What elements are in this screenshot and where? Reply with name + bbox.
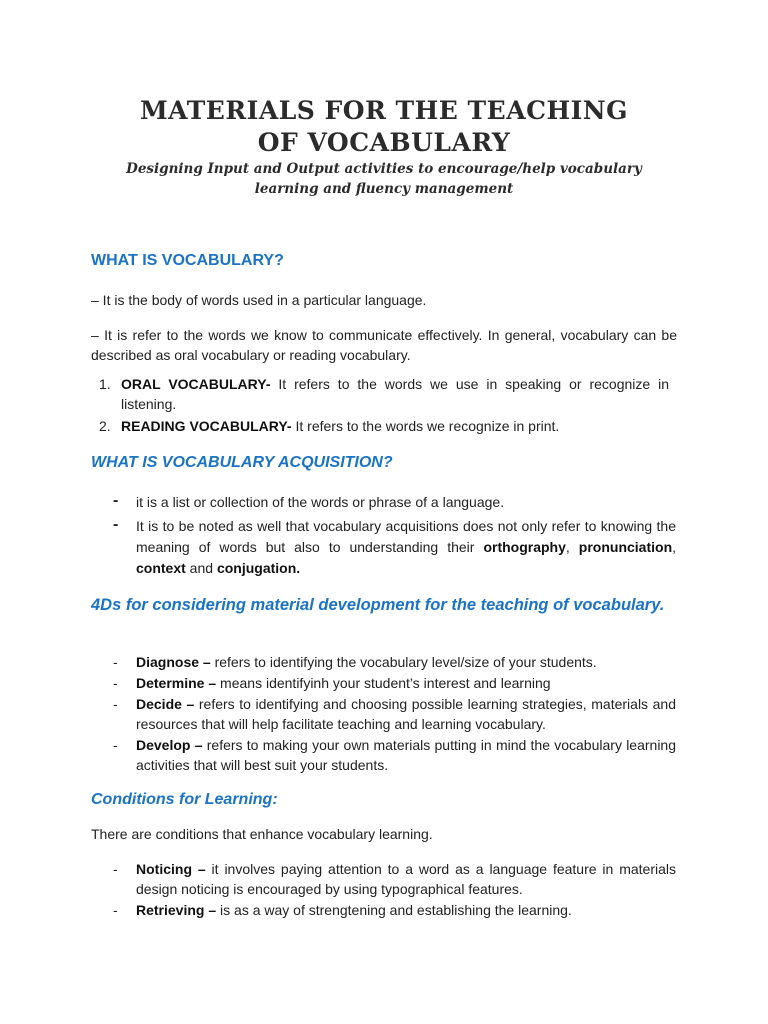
list-item	[136, 516, 676, 579]
bullet-mark: -	[113, 516, 119, 533]
paragraph: There are conditions that enhance vocabulary learning.	[91, 826, 433, 842]
dash-mark: -	[113, 654, 118, 670]
bold-term: context	[136, 560, 186, 576]
list-term: Develop –	[136, 737, 203, 753]
bold-term: orthography	[483, 539, 566, 555]
list-term: Retrieving –	[136, 902, 217, 918]
document-title-line1: MATERIALS FOR THE TEACHING	[139, 96, 629, 125]
document-subtitle-line2: learning and fluency management	[254, 181, 514, 197]
list-item	[136, 900, 676, 920]
list-text: is as a way of strengtening and establishing the learning.	[216, 902, 572, 918]
document-subtitle-line1: Designing Input and Output activities to encourage/help vocabulary	[126, 161, 642, 177]
section-heading-4ds: 4Ds for considering material development for the teaching of vocabulary.	[91, 596, 665, 614]
list-item	[136, 859, 676, 899]
list-text: refers to identifying the vocabulary level/size of your students.	[210, 654, 597, 670]
list-text: it involves paying attention to a word as a language feature in materials design noticing is encouraged by using typographical features.	[136, 861, 676, 897]
list-text: means identifyinh your student’s interest and learning	[216, 675, 551, 691]
list-text: It refers to the words we recognize in print.	[291, 418, 560, 434]
list-item	[136, 673, 676, 693]
dash-mark: -	[113, 902, 118, 918]
list-item	[136, 652, 676, 672]
list-text: refers to identifying and choosing possible learning strategies, materials and resources that will help facilitate teaching and learning vocabulary.	[136, 696, 677, 732]
dash-mark: -	[113, 675, 118, 691]
list-term: Determine –	[136, 675, 217, 691]
dash-mark: -	[113, 861, 118, 877]
bullet-mark: -	[113, 492, 119, 509]
bold-term: pronunciation	[578, 539, 673, 555]
section-heading-what-is-vocabulary: WHAT IS VOCABULARY?	[91, 252, 284, 269]
list-item	[136, 735, 676, 775]
paragraph: – It is the body of words used in a particular language.	[91, 292, 427, 308]
list-text: It is to be noted as well that vocabulary acquisitions does not only refer to knowing the meaning of words but also to understanding their	[136, 518, 676, 555]
section-heading-vocabulary-acquisition: WHAT IS VOCABULARY ACQUISITION?	[91, 454, 393, 471]
bold-term: conjugation.	[216, 560, 301, 576]
section-heading-conditions: Conditions for Learning:	[91, 791, 278, 808]
list-text: It refers to the words we use in speaking or recognize in listening.	[121, 376, 669, 412]
list-text: ,	[565, 539, 579, 555]
list-term: READING VOCABULARY-	[121, 418, 292, 434]
list-term: ORAL VOCABULARY-	[121, 376, 271, 392]
list-item	[121, 374, 669, 414]
list-term: Decide –	[136, 696, 195, 712]
document-title-line2: OF VOCABULARY	[257, 128, 511, 157]
dash-mark: -	[113, 696, 118, 712]
list-number: 2.	[99, 418, 111, 434]
list-text: refers to making your own materials putting in mind the vocabulary learning activities that will best suit your students.	[136, 737, 677, 773]
list-item	[136, 694, 676, 734]
dash-mark: -	[113, 737, 118, 753]
list-text: and	[185, 560, 217, 576]
list-item: it is a list or collection of the words or phrase of a language.	[136, 494, 505, 510]
list-term: Diagnose –	[136, 654, 211, 670]
list-text: ,	[672, 539, 677, 555]
list-number: 1.	[99, 376, 111, 392]
paragraph: – It is refer to the words we know to communicate effectively. In general, vocabulary can be described as oral vocabulary or reading vocabulary.	[91, 327, 677, 363]
list-term: Noticing –	[136, 861, 206, 877]
list-item	[121, 416, 669, 436]
